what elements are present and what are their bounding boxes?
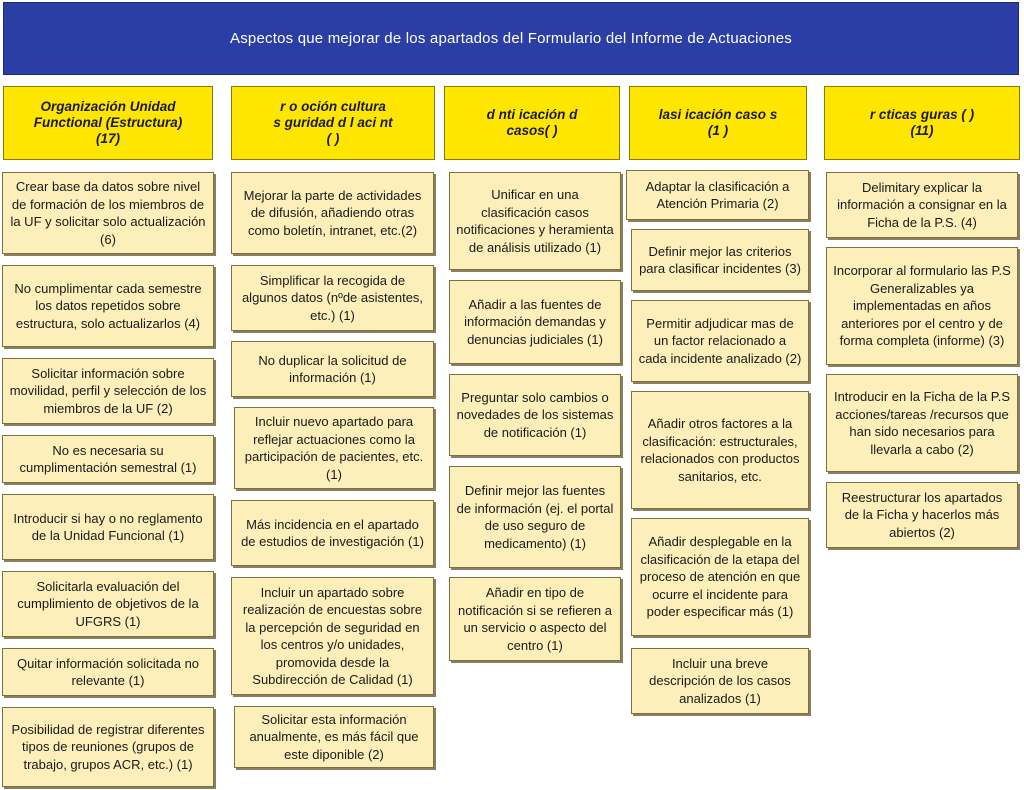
column-5-header-text: r cticas guras ( ) (11) — [869, 107, 975, 138]
column-5-header — [824, 86, 1020, 160]
column-3-item-5: Añadir en tipo de notificación si se refieren a un servicio o aspecto del centro (1) — [449, 577, 621, 661]
column-1-header — [3, 86, 213, 160]
column-1-item-3: Solicitar información sobre movilidad, perfil y selección de los miembros de la UF (2) — [2, 358, 214, 424]
column-2-item-6: Incluir un apartado sobre realización de encuestas sobre la percepción de seguridad en los centros y/o unidades, promovida desde la Subdirección de Calidad (1) — [231, 577, 434, 695]
column-4-item-4: Añadir otros factores a la clasificación: estructurales, relacionados con productos sanitarios, etc. — [631, 391, 809, 509]
column-2-item-4: Incluir nuevo apartado para reflejar actuaciones como la participación de pacientes, etc. (1) — [234, 407, 434, 489]
diagram-title: Aspectos que mejorar de los apartados del Formulario del Informe de Actuaciones — [230, 30, 792, 47]
title-bar — [3, 2, 1019, 75]
column-2-header-text: r o oción cultura s guridad d l aci nt ( ) — [273, 99, 393, 146]
column-4-item-3: Permitir adjudicar mas de un factor relacionado a cada incidente analizado (2) — [631, 300, 809, 382]
column-5-item-2: Incorporar al formulario las P.S Generalizables ya implementadas en años anteriores por el centro y de forma completa (informe) (3) — [826, 247, 1018, 365]
column-3-item-4: Definir mejor las fuentes de información (ej. el portal de uso seguro de medicamento) (1) — [449, 466, 621, 568]
column-4-item-1: Adaptar la clasificación a Atención Primaria (2) — [626, 170, 809, 220]
column-4-item-6: Incluir una breve descripción de los casos analizados (1) — [631, 648, 809, 714]
column-3-item-1: Unificar en una clasificación casos notificaciones y heramienta de análisis utilizado (1) — [449, 172, 621, 270]
column-1-item-4: No es necesaria su cumplimentación semestral (1) — [2, 435, 214, 483]
column-1-item-6: Solicitarla evaluación del cumplimiento de objetivos de la UFGRS (1) — [2, 571, 214, 637]
column-4-item-5: Añadir desplegable en la clasificación de la etapa del proceso de atención en que ocurre el incidente para poder especificar más (1) — [631, 518, 809, 636]
column-2-item-5: Más incidencia en el apartado de estudios de investigación (1) — [231, 500, 434, 566]
column-3-header-text: d nti icación d casos( ) — [486, 107, 578, 138]
column-1-item-5: Introducir si hay o no reglamento de la Unidad Funcional (1) — [2, 494, 214, 560]
column-1-item-7: Quitar información solicitada no relevante (1) — [2, 648, 214, 696]
column-2-item-3: No duplicar la solicitud de información (1) — [231, 341, 434, 397]
column-5-item-3: Introducir en la Ficha de la P.S acciones/tareas /recursos que han sido necesarios para llevarla a cabo (2) — [826, 374, 1018, 472]
column-4-header-text: lasi icación caso s (1 ) — [658, 107, 778, 138]
column-3-item-2: Añadir a las fuentes de información demandas y denuncias judiciales (1) — [449, 280, 621, 364]
column-1-item-1: Crear base da datos sobre nivel de formación de los miembros de la UF y solicitar solo actualización (6) — [2, 172, 214, 254]
column-1-item-2: No cumplimentar cada semestre los datos repetidos sobre estructura, solo actualizarlos (4) — [2, 265, 214, 347]
column-5-item-1: Delimitary explicar la información a consignar en la Ficha de la P.S. (4) — [826, 172, 1018, 238]
column-2-header — [231, 86, 435, 160]
column-4-header — [629, 86, 807, 160]
column-4-item-2: Definir mejor las criterios para clasificar incidentes (3) — [631, 229, 809, 291]
column-2-item-2: Simplificar la recogida de algunos datos (nºde asistentes, etc.) (1) — [231, 265, 434, 331]
column-5-item-4: Reestructurar los apartados de la Ficha y hacerlos más abiertos (2) — [826, 482, 1018, 548]
column-3-header — [444, 86, 620, 160]
column-1-header-text: Organización Unidad Functional (Estructura) (17) — [33, 99, 183, 146]
column-2-item-7: Solicitar esta información anualmente, es más fácil que este diponible (2) — [234, 706, 434, 768]
column-3-item-3: Preguntar solo cambios o novedades de los sistemas de notificación (1) — [449, 374, 621, 456]
column-2-item-1: Mejorar la parte de actividades de difusión, añadiendo otras como boletín, intranet, etc.(2) — [231, 172, 434, 254]
column-1-item-8: Posibilidad de registrar diferentes tipos de reuniones (grupos de trabajo, grupos ACR, etc.) (1) — [2, 707, 214, 787]
